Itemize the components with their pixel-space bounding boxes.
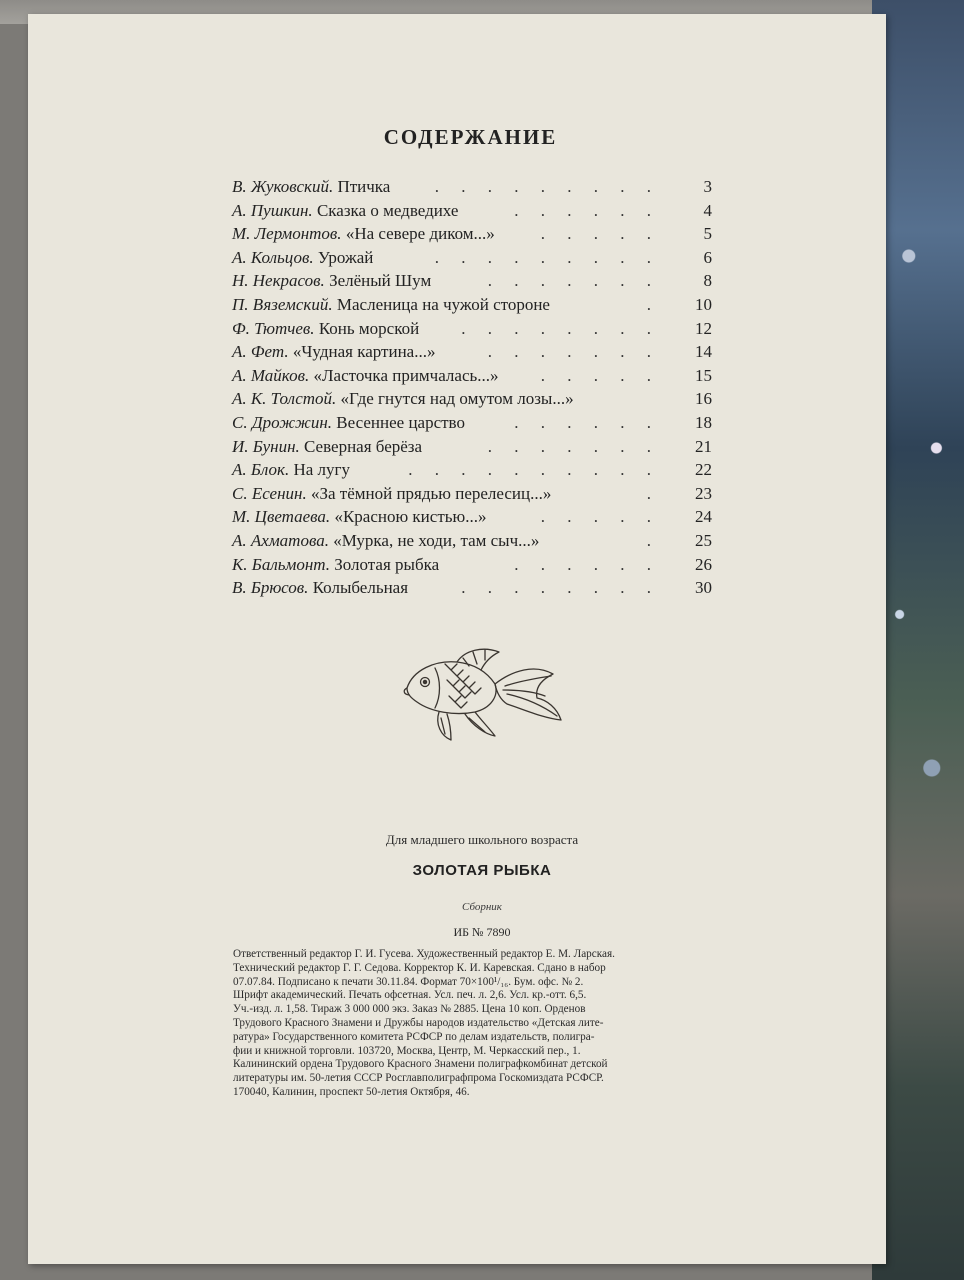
- ib-number: ИБ № 7890: [453, 925, 511, 939]
- toc-page-number: 22: [695, 460, 712, 480]
- toc-page-number: 8: [703, 271, 712, 291]
- toc-page-number: 24: [695, 507, 712, 527]
- toc-entry: [232, 317, 419, 341]
- toc-work-title: Масленица на чужой стороне: [336, 294, 550, 314]
- toc-author: М. Лермонтов.: [232, 224, 342, 244]
- toc-page-number: 14: [695, 342, 712, 362]
- toc-row: [232, 387, 712, 411]
- toc-row: [232, 199, 712, 223]
- toc-work-title: Колыбельная: [312, 578, 409, 598]
- toc-leader-dots: . . . . . . .: [487, 271, 660, 291]
- toc-entry: [232, 529, 539, 553]
- toc-page-number: 25: [695, 530, 712, 550]
- toc-work-title: На лугу: [293, 460, 351, 480]
- toc-entry: [232, 340, 435, 364]
- toc-author: А. Майков.: [232, 365, 310, 385]
- toc-work-title: «Красною кистью...»: [334, 507, 487, 527]
- toc-row: [232, 222, 712, 246]
- toc-leader-dots: . . . . . . .: [487, 342, 660, 362]
- toc-work-title: Конь морской: [318, 318, 420, 338]
- imprint-line: ратура» Государственного комитета РСФСР по делам издательств, полигра-: [233, 1030, 595, 1043]
- toc-work-title: Северная берёза: [304, 436, 423, 456]
- toc-page-number: 4: [703, 200, 712, 220]
- table-of-contents: [232, 175, 712, 600]
- toc-leader-dots: . . . . . . . . .: [434, 177, 660, 196]
- toc-work-title: «На севере диком...»: [345, 224, 495, 244]
- toc-row: [232, 246, 712, 270]
- toc-leader-dots: .: [646, 294, 660, 314]
- audience-note: Для младшего школьного возраста: [385, 832, 579, 847]
- toc-entry: [232, 458, 350, 482]
- toc-leader-dots: . . . . . .: [514, 554, 660, 574]
- imprint-line: Трудового Красного Знамени и Дружбы народов издательство «Детская лите-: [233, 1016, 604, 1029]
- toc-work-title: Птичка: [337, 177, 391, 196]
- toc-entry: [232, 553, 439, 577]
- toc-row: [232, 505, 712, 529]
- toc-entry: [232, 199, 458, 223]
- toc-page-number: 16: [695, 389, 712, 409]
- toc-page-number: 5: [703, 224, 712, 244]
- imprint-block: [233, 948, 733, 1100]
- toc-leader-dots: . . . . .: [540, 224, 660, 244]
- toc-author: А. К. Толстой.: [232, 389, 337, 409]
- toc-work-title: «Ласточка примчалась...»: [313, 365, 499, 385]
- toc-leader-dots: . . . . . . .: [487, 436, 660, 456]
- toc-row: [232, 435, 712, 459]
- toc-leader-dots: .: [646, 530, 660, 550]
- toc-work-title: Золотая рыбка: [334, 554, 440, 574]
- toc-page-number: 21: [695, 436, 712, 456]
- toc-row: [232, 529, 712, 553]
- imprint-line: 07.07.84. Подписано к печати 30.11.84. Формат 70×100¹/₁₆. Бум. офс. № 2.: [233, 975, 584, 988]
- toc-leader-dots: . . . . . . . . .: [434, 247, 660, 267]
- toc-row: [232, 340, 712, 364]
- toc-entry: [232, 411, 465, 435]
- toc-page-number: 3: [703, 177, 712, 196]
- toc-title: СОДЕРЖАНИЕ: [383, 125, 558, 149]
- toc-leader-dots: . . . . .: [540, 507, 660, 527]
- toc-author: А. Пушкин.: [232, 200, 313, 220]
- toc-row: [232, 576, 712, 600]
- book-title: ЗОЛОТАЯ РЫБКА: [412, 862, 552, 879]
- toc-page-number: 18: [695, 412, 712, 432]
- imprint-line: литературы им. 50-летия СССР Росглавполиграфпрома Госкомиздата РСФСР.: [233, 1072, 604, 1085]
- toc-work-title: Урожай: [317, 247, 374, 267]
- toc-row: [232, 293, 712, 317]
- toc-row: [232, 482, 712, 506]
- toc-entry: [232, 293, 550, 317]
- goldfish-illustration: [395, 640, 575, 750]
- toc-entry: [232, 246, 373, 270]
- toc-entry: [232, 387, 574, 411]
- toc-work-title: «Чудная картина...»: [292, 342, 436, 362]
- toc-work-title: Весеннее царство: [336, 412, 465, 432]
- toc-work-title: Зелёный Шум: [329, 271, 432, 291]
- toc-row: [232, 269, 712, 293]
- toc-author: М. Цветаева.: [232, 507, 331, 527]
- toc-entry: [232, 269, 431, 293]
- toc-author: А. Ахматова.: [232, 530, 329, 550]
- toc-row: [232, 553, 712, 577]
- toc-entry: [232, 482, 551, 506]
- toc-row: [232, 458, 712, 482]
- toc-author: А. Фет.: [232, 342, 289, 362]
- toc-leader-dots: . . . . .: [540, 365, 660, 385]
- toc-page-number: 23: [695, 483, 712, 503]
- toc-author: С. Есенин.: [232, 483, 307, 503]
- toc-author: А. Кольцов.: [232, 247, 314, 267]
- toc-leader-dots: . . . . . . . .: [461, 318, 660, 338]
- toc-leader-dots: . . . . . . . . . .: [408, 460, 660, 480]
- toc-author: В. Брюсов.: [232, 578, 309, 598]
- toc-row: [232, 317, 712, 341]
- toc-entry: [232, 576, 408, 600]
- toc-page-number: 6: [703, 247, 712, 267]
- toc-author: С. Дрожжин.: [232, 412, 333, 432]
- toc-entry: [232, 364, 499, 388]
- imprint-line: фии и книжной торговли. 103720, Москва, Центр, М. Черкасский пер., 1.: [233, 1044, 581, 1057]
- toc-entry: [232, 505, 486, 529]
- toc-author: А. Блок.: [232, 460, 290, 480]
- toc-author: П. Вяземский.: [232, 294, 333, 314]
- toc-leader-dots: . . . . . .: [514, 412, 660, 432]
- toc-page-number: 26: [695, 554, 712, 574]
- toc-author: Н. Некрасов.: [232, 271, 325, 291]
- toc-page-number: 12: [695, 318, 712, 338]
- toc-work-title: «За тёмной прядью перелесиц...»: [310, 483, 552, 503]
- toc-row: [232, 364, 712, 388]
- toc-row: [232, 411, 712, 435]
- toc-leader-dots: .: [646, 483, 660, 503]
- toc-author: Ф. Тютчев.: [232, 318, 315, 338]
- imprint-line: 170040, Калинин, проспект 50-летия Октября, 46.: [233, 1085, 470, 1098]
- imprint-line: Технический редактор Г. Г. Седова. Корректор К. И. Каревская. Сдано в набор: [233, 961, 606, 974]
- toc-entry: [232, 175, 390, 199]
- toc-row: [232, 175, 712, 199]
- toc-entry: [232, 435, 422, 459]
- toc-author: И. Бунин.: [232, 436, 300, 456]
- imprint-line: Калининский ордена Трудового Красного Знамени полиграфкомбинат детской: [233, 1058, 608, 1071]
- toc-leader-dots: . . . . . .: [514, 200, 660, 220]
- toc-page-number: 15: [695, 365, 712, 385]
- toc-author: К. Бальмонт.: [232, 554, 330, 574]
- imprint-line: Ответственный редактор Г. И. Гусева. Художественный редактор Е. М. Ларская.: [233, 948, 615, 960]
- imprint-line: Шрифт академический. Печать офсетная. Усл. печ. л. 2,6. Усл. кр.-отт. 6,5.: [233, 989, 587, 1002]
- toc-page-number: 10: [695, 294, 712, 314]
- toc-work-title: «Где гнутся над омутом лозы...»: [340, 389, 574, 409]
- toc-page-number: 30: [695, 578, 712, 598]
- toc-work-title: «Мурка, не ходи, там сыч...»: [333, 530, 540, 550]
- toc-leader-dots: . . . . . . . .: [461, 578, 660, 598]
- toc-entry: [232, 222, 495, 246]
- toc-work-title: Сказка о медведихе: [316, 200, 459, 220]
- toc-author: В. Жуковский.: [232, 177, 334, 196]
- book-genre: Сборник: [462, 901, 502, 913]
- imprint-line: Уч.-изд. л. 1,58. Тираж 3 000 000 экз. Заказ № 2885. Цена 10 коп. Орденов: [233, 1003, 586, 1016]
